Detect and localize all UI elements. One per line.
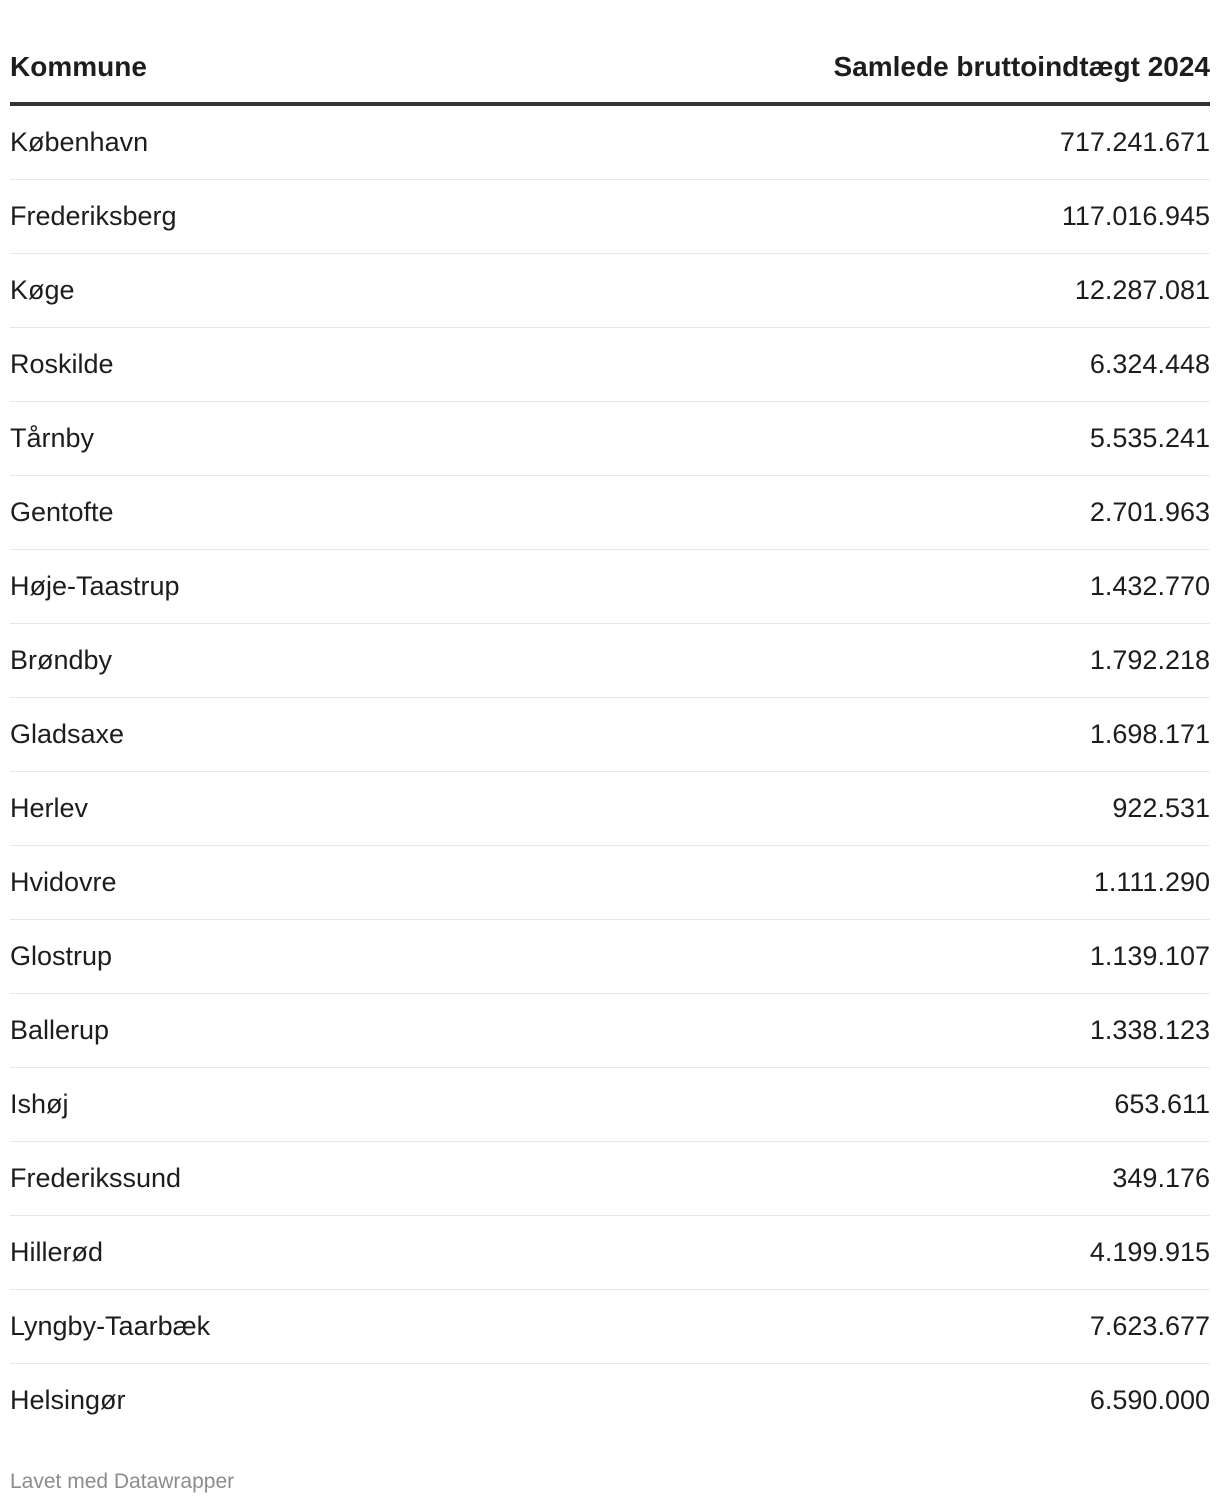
kommune-cell: Høje-Taastrup	[10, 550, 610, 624]
table-row	[10, 550, 1210, 624]
datawrapper-credit[interactable]: Lavet med Datawrapper	[10, 1470, 235, 1493]
table-row	[10, 920, 1210, 994]
table-row	[10, 328, 1210, 402]
table-row	[10, 698, 1210, 772]
table-row	[10, 1142, 1210, 1216]
kommune-cell: Gladsaxe	[10, 698, 610, 772]
kommune-cell: Ishøj	[10, 1068, 610, 1142]
table-row	[10, 476, 1210, 550]
revenue-cell: 6.324.448	[610, 328, 1210, 402]
table-body	[10, 104, 1210, 1437]
revenue-cell: 1.792.218	[610, 624, 1210, 698]
kommune-cell: Køge	[10, 254, 610, 328]
kommune-cell: Gentofte	[10, 476, 610, 550]
table-row	[10, 104, 1210, 180]
revenue-cell: 922.531	[610, 772, 1210, 846]
kommune-cell: Hillerød	[10, 1216, 610, 1290]
kommune-cell: Frederikssund	[10, 1142, 610, 1216]
revenue-table	[10, 38, 1210, 1437]
table-row	[10, 254, 1210, 328]
revenue-cell: 7.623.677	[610, 1290, 1210, 1364]
table-row	[10, 624, 1210, 698]
kommune-cell: Ballerup	[10, 994, 610, 1068]
kommune-cell: Herlev	[10, 772, 610, 846]
kommune-cell: Brøndby	[10, 624, 610, 698]
revenue-cell: 5.535.241	[610, 402, 1210, 476]
table-row	[10, 772, 1210, 846]
kommune-cell: Lyngby-Taarbæk	[10, 1290, 610, 1364]
table-row	[10, 402, 1210, 476]
revenue-cell: 12.287.081	[610, 254, 1210, 328]
revenue-cell: 349.176	[610, 1142, 1210, 1216]
revenue-cell: 653.611	[610, 1068, 1210, 1142]
revenue-cell: 1.432.770	[610, 550, 1210, 624]
table-row	[10, 180, 1210, 254]
revenue-cell: 1.338.123	[610, 994, 1210, 1068]
table-row	[10, 994, 1210, 1068]
kommune-cell: Roskilde	[10, 328, 610, 402]
table-row	[10, 1290, 1210, 1364]
table-row	[10, 846, 1210, 920]
table-row	[10, 1068, 1210, 1142]
revenue-cell: 6.590.000	[1089, 1385, 1210, 1415]
kommune-cell: København	[10, 104, 610, 180]
revenue-cell: 4.199.915	[610, 1216, 1210, 1290]
kommune-cell: Helsingør	[10, 1385, 126, 1415]
kommune-cell: Glostrup	[10, 920, 610, 994]
data-table-container	[10, 38, 1210, 1437]
revenue-cell: 717.241.671	[610, 104, 1210, 180]
revenue-cell: 1.698.171	[610, 698, 1210, 772]
revenue-cell: 2.701.963	[610, 476, 1210, 550]
table-header	[10, 38, 1210, 104]
revenue-cell: 1.139.107	[610, 920, 1210, 994]
header-revenue[interactable]: Samlede bruttoindtægt 2024	[610, 38, 1210, 104]
kommune-cell: Tårnby	[10, 402, 610, 476]
kommune-cell: Hvidovre	[10, 846, 610, 920]
kommune-cell: Frederiksberg	[10, 180, 610, 254]
revenue-cell: 1.111.290	[610, 846, 1210, 920]
table-row	[10, 1364, 1210, 1438]
header-row	[10, 38, 1210, 104]
table-row	[10, 1216, 1210, 1290]
header-kommune[interactable]: Kommune	[10, 38, 610, 104]
revenue-cell: 117.016.945	[610, 180, 1210, 254]
